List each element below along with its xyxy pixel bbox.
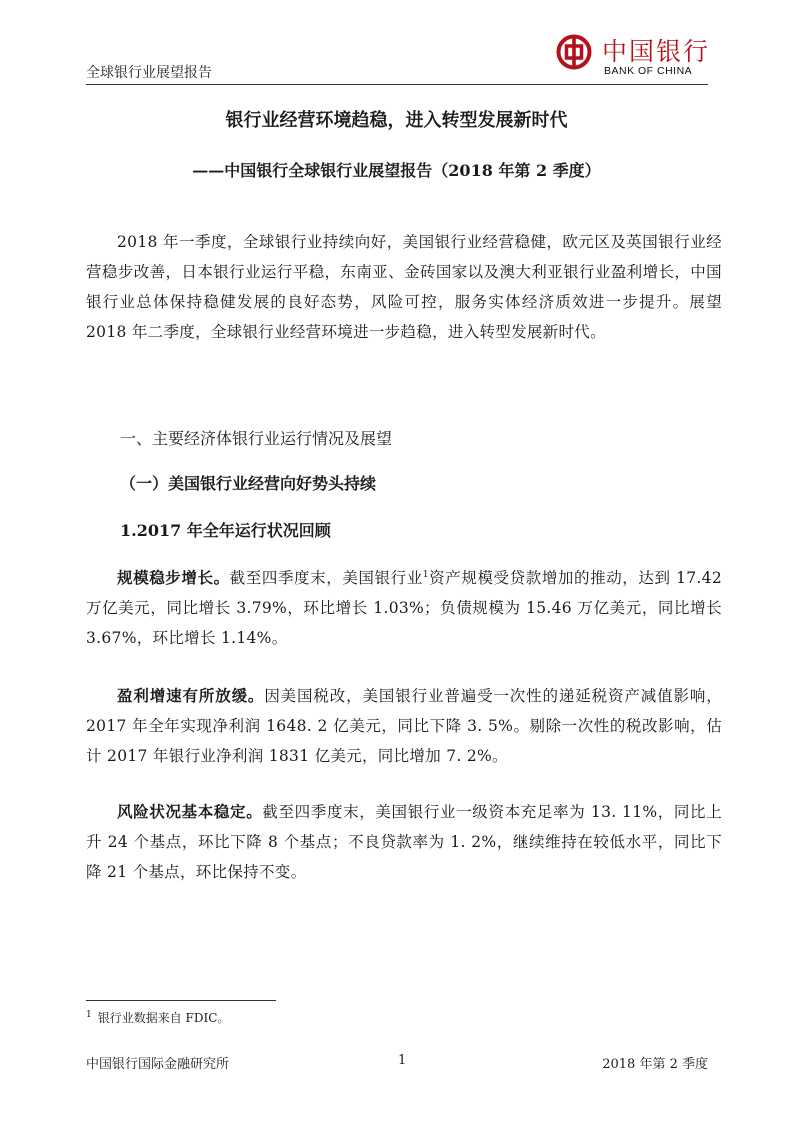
section-heading: 一、主要经济体银行业运行情况及展望 — [120, 429, 393, 448]
footnote-reference[interactable]: 1 — [422, 570, 429, 580]
footnote — [86, 1009, 229, 1026]
running-header: 全球银行业展望报告 — [86, 65, 212, 81]
item-heading: 1.2017 年全年运行状况回顾 — [120, 521, 331, 540]
footer-institution: 中国银行国际金融研究所 — [86, 1057, 230, 1072]
paragraph-lead: 风险状况基本稳定。 — [117, 802, 263, 821]
page-subtitle: ——中国银行全球银行业展望报告（2018 年第 2 季度） — [192, 161, 601, 180]
footer-period: 2018 年第 2 季度 — [602, 1057, 708, 1072]
paragraph-lead: 规模稳步增长。 — [117, 568, 230, 587]
intro-paragraph: 2018 年一季度，全球银行业持续向好，美国银行业经营稳健，欧元区及英国银行业经营稳步改善，日本银行业运行平稳，东南亚、金砖国家以及澳大利亚银行业盈利增长，中国银行业总体保持稳健发展的良好态势，风险可控，服务实体经济质效进一步提升。展望 2018 年二季度，全球银行业经营环境进一步趋稳，进入转型发展新时代。 — [86, 233, 722, 341]
paragraph-text: 资产规模受贷款增加的推动，达到 17.42 万亿美元，同比增长 3.79%，环比增长 1.03%；负债规模为 15.46 万亿美元，同比增长 3.67%，环比增长 1.14%。 — [86, 569, 722, 647]
header-rule — [86, 84, 708, 85]
page-title: 银行业经营环境趋稳，进入转型发展新时代 — [225, 110, 568, 131]
footnote-text: 银行业数据来自 FDIC。 — [97, 1011, 230, 1025]
subsection-heading: （一）美国银行业经营向好势头持续 — [120, 474, 377, 493]
bank-of-china-logo-icon — [556, 34, 592, 70]
paragraph-scale — [86, 563, 722, 653]
footnote-number: 1 — [86, 1010, 92, 1020]
bank-logo — [556, 30, 716, 80]
logo-chinese-name: 中国银行 — [602, 37, 711, 66]
paragraph-text: 截至四季度末，美国银行业 — [229, 569, 423, 587]
paragraph-text: 因美国税改，美国银行业普遍受一次性的递延税资产减值影响，2017 年全年实现净利润 1648. 2 亿美元，同比下降 3. 5%。剔除一次性的税改影响，估计 2017 年银行业净利润 1831 亿美元，同比增加 7. 2%。 — [86, 687, 723, 765]
paragraph-text: 截至四季度末，美国银行业一级资本充足率为 13. 11%，同比上升 24 个基点，环比下降 8 个基点；不良贷款率为 1. 2%，继续维持在较低水平，同比下降 21 个基点，环比保持不变。 — [86, 803, 723, 881]
page-number: 1 — [398, 1053, 407, 1068]
paragraph-risk — [86, 797, 722, 887]
paragraph-lead: 盈利增速有所放缓。 — [117, 686, 265, 705]
footnote-rule — [86, 1000, 276, 1001]
paragraph-profit — [86, 681, 722, 771]
logo-english-name: BANK OF CHINA — [604, 65, 693, 77]
